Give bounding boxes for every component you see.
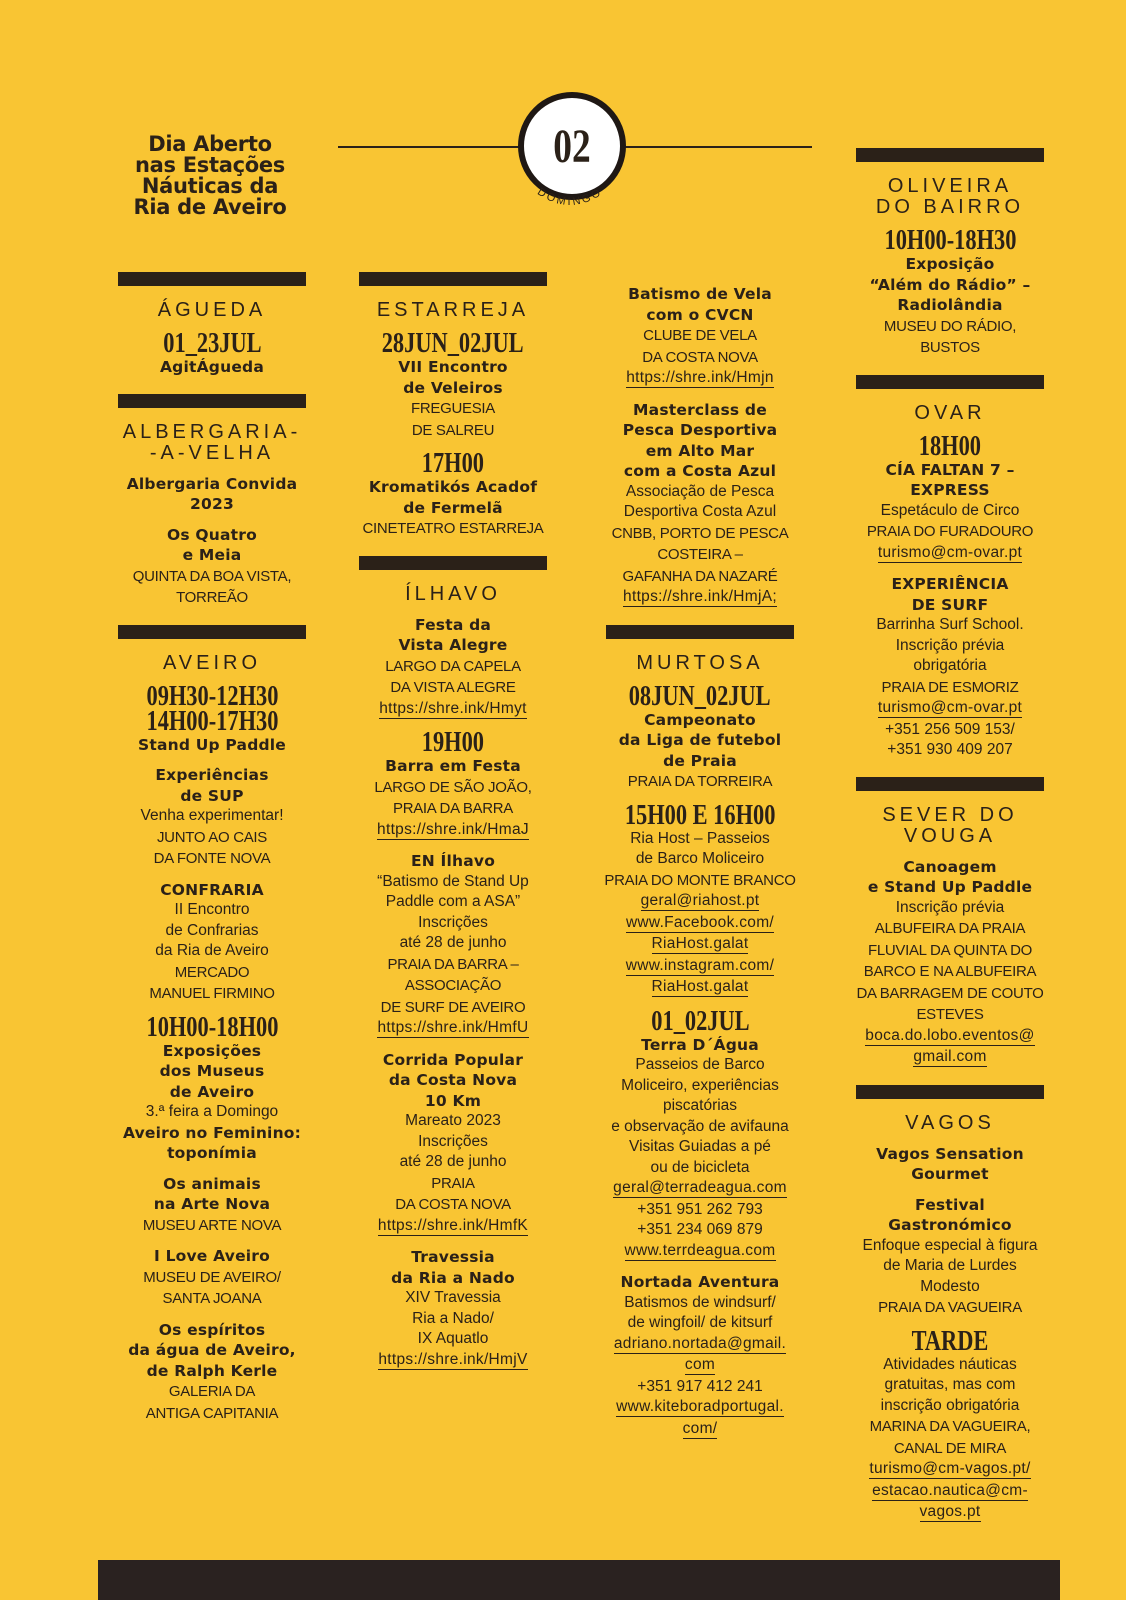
region-name: ESTARREJA — [376, 299, 530, 321]
event-title: Festa da Vista Alegre — [398, 615, 508, 654]
region-name: ÍLHAVO — [405, 582, 501, 605]
event-location: ALBUFEIRA DA PRAIA FLUVIAL DA QUINTA DO BARCO E NA ALBUFEIRA DA BARRAGEM DE COUTO ESTEVES — [856, 920, 1044, 1023]
event-location: PRAIA DA BARRA – ASSOCIAÇÃO DE SURF DE AVEIRO — [380, 955, 526, 1016]
event-entry — [582, 1272, 818, 1440]
event-location: MUSEU DE AVEIRO/ SANTA JOANA — [143, 1268, 281, 1307]
event-title: Canoagem e Stand Up Paddle — [867, 857, 1033, 896]
event-location: CNBB, PORTO DE PESCA COSTEIRA – GAFANHA DA NAZARÉ — [611, 524, 789, 585]
event-link[interactable]: turismo@cm-ovar.pt — [877, 543, 1023, 561]
event-time: 15H00 E 16H00 — [624, 799, 776, 831]
event-title: Os Quatro e Meia — [167, 525, 257, 564]
event-link[interactable]: gmail.com — [913, 1048, 987, 1065]
event-entry — [832, 1144, 1068, 1185]
event-description: “Batismo de Stand Up Paddle com a ASA” Inscrições até 28 de junho — [377, 872, 529, 951]
section-divider-bar — [856, 777, 1044, 791]
event-title: I Love Aveiro — [154, 1247, 270, 1265]
event-link[interactable]: com — [684, 1356, 716, 1373]
event-description: Atividades náuticas gratuitas, mas com inscrição obrigatória — [880, 1355, 1020, 1414]
event-entry — [94, 474, 330, 515]
region-section — [832, 1085, 1068, 1524]
event-entry — [94, 525, 330, 609]
region-name: VAGOS — [905, 1111, 995, 1134]
event-link[interactable]: www.instagram.com/ — [625, 956, 775, 974]
event-entry — [94, 880, 330, 1005]
event-entry — [94, 1011, 330, 1164]
event-location: MUSEU ARTE NOVA — [142, 1216, 282, 1234]
event-entry — [335, 1050, 571, 1238]
event-link[interactable]: com/ — [682, 1419, 718, 1437]
event-link[interactable]: https://shre.ink/HmfU — [377, 1019, 529, 1036]
event-link[interactable]: RiaHost.galat — [651, 978, 749, 995]
event-location: PRAIA DE ESMORIZ — [881, 678, 1019, 696]
event-description: Associação de Pesca Desportiva Costa Azul — [623, 482, 777, 520]
event-time: 01_23JUL — [162, 328, 262, 359]
event-location: QUINTA DA BOA VISTA, TORREÃO — [132, 567, 292, 606]
event-entry — [582, 680, 818, 793]
event-time: TARDE — [911, 1325, 989, 1357]
section-divider-bar — [118, 625, 306, 639]
event-link[interactable]: https://shre.ink/Hmjn — [626, 369, 774, 386]
event-description: Venha experimentar! — [140, 807, 284, 824]
event-entry — [335, 1247, 571, 1371]
event-entry — [335, 448, 571, 540]
event-title: Aveiro no Feminino: toponímia — [122, 1123, 302, 1162]
event-time: 17H00 — [421, 448, 485, 479]
event-link[interactable]: www.terrdeagua.com — [624, 1241, 776, 1259]
region-section — [94, 272, 330, 378]
event-link[interactable]: vagos.pt — [919, 1503, 981, 1520]
event-description: 3.ª feira a Domingo — [145, 1103, 279, 1120]
event-description: Espetáculo de Circo — [880, 501, 1020, 519]
event-entry — [94, 680, 330, 756]
event-entry — [582, 284, 818, 390]
event-link[interactable]: turismo@cm-vagos.pt/ — [869, 1460, 1031, 1477]
event-location: CINETEATRO ESTARREJA — [362, 520, 544, 537]
event-location: CLUBE DE VELA DA COSTA NOVA — [642, 327, 758, 366]
event-title: Os espíritos da água de Aveiro, de Ralph Kerle — [128, 1320, 296, 1380]
event-title: VII Encontro de Veleiros — [398, 358, 508, 397]
event-link[interactable]: estacao.nautica@cm- — [872, 1481, 1028, 1499]
event-title: Nortada Aventura — [620, 1273, 780, 1291]
event-entry — [582, 1005, 818, 1263]
event-location: LARGO DE SÃO JOÃO, PRAIA DA BARRA — [374, 778, 532, 817]
region-section — [582, 625, 818, 1441]
event-title: Albergaria Convida 2023 — [126, 474, 298, 513]
event-title: Experiências de SUP — [155, 766, 269, 805]
region-name: MURTOSA — [636, 651, 764, 674]
region-section — [94, 394, 330, 609]
region-name: ALBERGARIA- -A-VELHA — [122, 420, 302, 464]
section-divider-bar — [118, 394, 306, 408]
event-entry — [582, 400, 818, 609]
event-description: Barrinha Surf School. Inscrição prévia obrigatória — [876, 616, 1024, 674]
event-location: PRAIA DA VAGUEIRA — [878, 1299, 1022, 1316]
event-description: Inscrição prévia — [895, 898, 1005, 916]
event-entry — [832, 574, 1068, 761]
event-description: XIV Travessia Ria a Nado/ IX Aquatlo — [405, 1289, 501, 1347]
event-link[interactable]: geral@terradeagua.com — [613, 1179, 787, 1196]
event-description: +351 917 412 241 — [637, 1377, 763, 1395]
region-section — [335, 272, 571, 540]
region-section — [335, 556, 571, 1372]
event-time: 10H00-18H30 — [884, 225, 1016, 256]
event-description: Enfoque especial à figura de Maria de Lurdes Modesto — [862, 1236, 1038, 1295]
section-divider-bar — [856, 148, 1044, 162]
event-entry — [832, 1195, 1068, 1319]
event-time: 18H00 — [918, 430, 982, 462]
event-link[interactable]: https://shre.ink/HmaJ — [377, 820, 529, 838]
event-link[interactable]: https://shre.ink/HmjA; — [623, 588, 777, 605]
event-location: MARINA DA VAGUEIRA, CANAL DE MIRA — [869, 1418, 1031, 1457]
section-divider-bar — [856, 375, 1044, 389]
event-entry — [94, 1320, 330, 1425]
svg-text:DOMINGO — [535, 186, 605, 208]
day-name-arc — [510, 180, 630, 230]
event-entry — [832, 857, 1068, 1069]
event-location: JUNTO AO CAIS DA FONTE NOVA — [153, 828, 271, 867]
event-time: 10H00-18H00 — [146, 1011, 278, 1043]
event-title: EN Ílhavo — [410, 852, 496, 870]
event-entry — [335, 851, 571, 1040]
event-entry — [94, 328, 330, 378]
event-description: Mareato 2023 Inscrições até 28 de junho — [399, 1112, 507, 1170]
event-location: MERCADO MANUEL FIRMINO — [149, 963, 275, 1002]
event-description: II Encontro de Confrarias da Ria de Aveiro — [155, 901, 269, 959]
event-link[interactable]: geral@riahost.pt — [640, 892, 760, 909]
event-title: Terra D´Água — [641, 1035, 759, 1054]
region-section — [582, 284, 818, 609]
event-link[interactable]: https://shre.ink/HmfK — [377, 1216, 529, 1234]
day-name: DOMINGO — [535, 185, 605, 209]
event-location: PRAIA DA COSTA NOVA — [395, 1174, 511, 1213]
event-time: 08JUN_02JUL — [629, 680, 771, 712]
event-title: Exposição “Além do Rádio” – Radiolândia — [869, 255, 1031, 314]
event-entry — [582, 799, 818, 999]
event-link[interactable]: www.Facebook.com/ — [625, 913, 775, 931]
event-entry — [94, 1174, 330, 1237]
event-entry — [832, 1325, 1068, 1524]
region-section — [832, 777, 1068, 1069]
region-name: OLIVEIRA DO BAIRRO — [875, 175, 1025, 218]
column-4 — [832, 148, 1068, 1540]
region-section — [94, 625, 330, 1425]
region-name: OVAR — [914, 401, 986, 424]
event-location: LARGO DA CAPELA DA VISTA ALEGRE — [385, 657, 521, 696]
region-name: AVEIRO — [162, 651, 262, 674]
event-title: EXPERIÊNCIA DE SURF — [891, 575, 1009, 614]
event-entry — [94, 765, 330, 870]
event-title: AgitÁgueda — [159, 358, 264, 376]
event-entry — [832, 225, 1068, 359]
event-title: Barra em Festa — [385, 757, 521, 775]
section-divider-bar — [359, 272, 547, 286]
region-name: ÁGUEDA — [157, 299, 267, 321]
footer-bar — [98, 1560, 1060, 1600]
event-entry — [335, 615, 571, 721]
event-entry — [94, 1246, 330, 1310]
event-location: MUSEU DO RÁDIO, BUSTOS — [883, 317, 1017, 356]
section-divider-bar — [118, 272, 306, 286]
event-title: Stand Up Paddle — [137, 735, 287, 754]
event-entry — [335, 727, 571, 841]
event-title: Corrida Popular da Costa Nova 10 Km — [382, 1050, 524, 1110]
section-divider-bar — [606, 625, 794, 639]
event-title: Travessia da Ria a Nado — [391, 1248, 515, 1287]
event-title: Batismo de Vela com o CVCN — [628, 285, 772, 324]
event-title: CÍA FALTAN 7 – EXPRESS — [885, 460, 1015, 499]
event-link[interactable]: RiaHost.galat — [651, 935, 749, 952]
column-2 — [335, 272, 571, 1387]
event-title: Vagos Sensation Gourmet — [876, 1144, 1024, 1183]
column-1 — [94, 272, 330, 1440]
event-description: Passeios de Barco Moliceiro, experiências piscatórias e observação de avifauna Visitas Guiadas a pé ou de bicicleta — [611, 1056, 789, 1176]
event-description: +351 256 509 153/ +351 930 409 207 — [885, 720, 1015, 758]
section-divider-bar — [856, 1085, 1044, 1099]
event-time: 19H00 — [421, 727, 485, 758]
region-section — [832, 375, 1068, 761]
event-title: Os animais na Arte Nova — [153, 1174, 271, 1213]
event-location: GALERIA DA ANTIGA CAPITANIA — [145, 1383, 279, 1422]
event-link[interactable]: boca.do.lobo.eventos@ — [865, 1026, 1035, 1044]
event-title: Campeonato da Liga de futebol de Praia — [618, 710, 782, 770]
event-location: FREGUESIA DE SALREU — [411, 400, 495, 439]
event-link[interactable]: adriano.nortada@gmail. — [613, 1334, 787, 1352]
page-title: Dia Aberto nas Estações Náuticas da Ria de Aveiro — [133, 132, 287, 219]
event-time: 28JUN_02JUL — [382, 328, 524, 359]
event-link[interactable]: https://shre.ink/Hmyt — [379, 699, 527, 717]
event-title: Kromatikós Acadof de Fermelã — [368, 478, 538, 517]
event-description: +351 951 262 793 +351 234 069 879 — [637, 1200, 763, 1238]
event-location: PRAIA DA TORREIRA — [627, 773, 773, 790]
event-link[interactable]: www.kiteboradportugal. — [616, 1398, 784, 1415]
event-location: PRAIA DO MONTE BRANCO — [604, 871, 796, 889]
column-3 — [582, 284, 818, 1456]
event-title: CONFRARIA — [160, 880, 264, 899]
event-time: 01_02JUL — [650, 1005, 750, 1037]
day-number: 02 — [553, 119, 591, 173]
event-description: Batismos de windsurf/ de wingfoil/ de kitsurf — [624, 1293, 776, 1331]
event-title: Masterclass de Pesca Desportiva em Alto Mar com a Costa Azul — [622, 400, 778, 480]
event-entry — [832, 430, 1068, 565]
event-entry — [335, 328, 571, 441]
section-divider-bar — [359, 556, 547, 570]
event-location: PRAIA DO FURADOURO — [866, 523, 1034, 540]
event-link[interactable]: https://shre.ink/HmjV — [378, 1350, 528, 1368]
region-section — [832, 148, 1068, 359]
event-title: Festival Gastronómico — [888, 1195, 1012, 1234]
event-link[interactable]: turismo@cm-ovar.pt — [877, 699, 1023, 716]
event-description: Ria Host – Passeios de Barco Moliceiro — [630, 829, 770, 867]
region-name: SEVER DO VOUGA — [882, 803, 1018, 847]
event-time: 09H30-12H30 14H00-17H30 — [146, 680, 278, 737]
event-title: Exposições dos Museus de Aveiro — [159, 1041, 265, 1101]
